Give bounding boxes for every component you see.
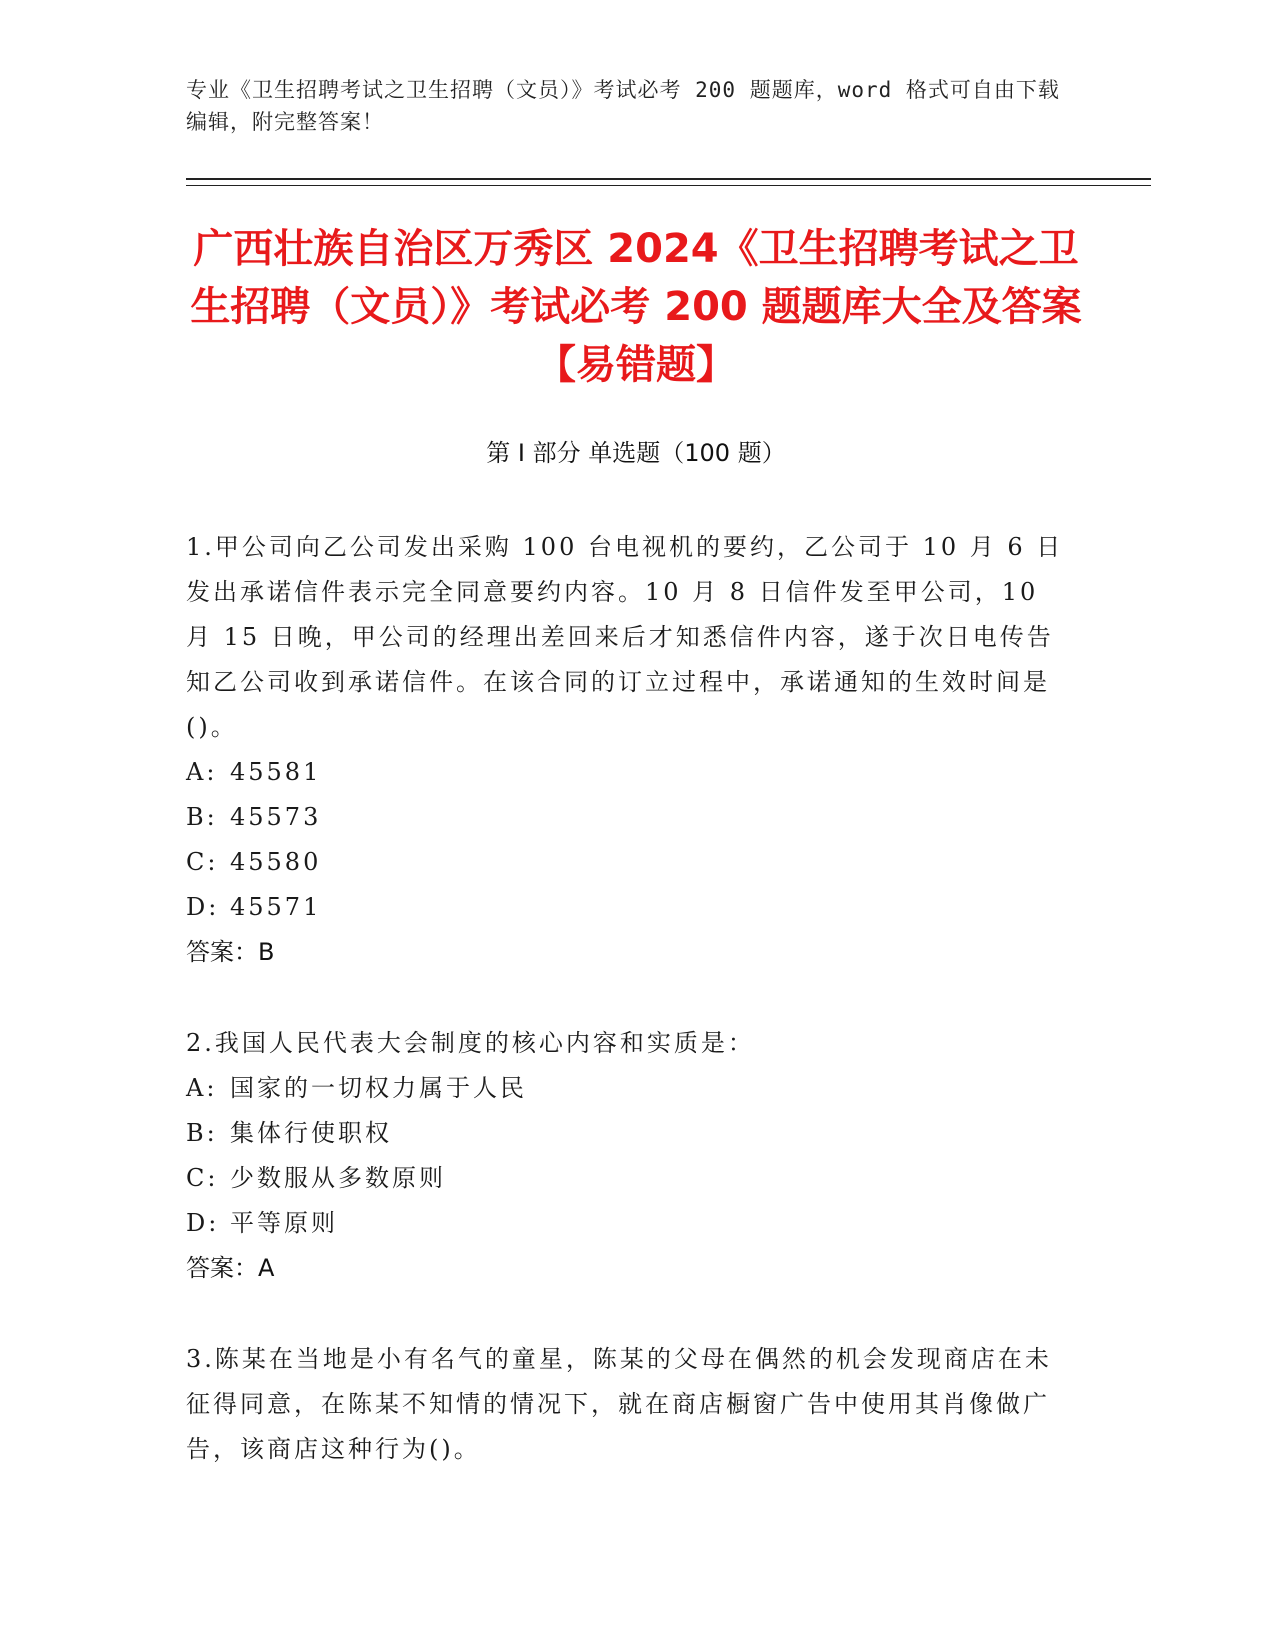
option-text: 45571 xyxy=(230,893,322,921)
option-b xyxy=(186,795,1066,840)
option-text: 45573 xyxy=(230,803,322,831)
header-divider-thin xyxy=(186,185,1151,186)
answer-line: 答案：B xyxy=(186,938,275,966)
option-key: D: xyxy=(186,893,220,921)
question-list xyxy=(186,525,1066,1518)
document-title: 广西壮族自治区万秀区 2024《卫生招聘考试之卫生招聘（文员）》考试必考 200 题题库大全及答案【易错题】 xyxy=(190,226,1082,388)
option-key: A: xyxy=(186,1074,218,1102)
question-1 xyxy=(186,525,1066,975)
option-key: C: xyxy=(186,848,219,876)
option-d xyxy=(186,1201,1066,1246)
option-key: C: xyxy=(186,1164,219,1192)
option-text: 少数服从多数原则 xyxy=(230,1164,446,1192)
option-key: B: xyxy=(186,1119,218,1147)
option-text: 集体行使职权 xyxy=(230,1119,392,1147)
question-stem: 3.陈某在当地是小有名气的童星，陈某的父母在偶然的机会发现商店在未征得同意，在陈某不知情的情况下，就在商店橱窗广告中使用其肖像做广告，该商店这种行为()。 xyxy=(186,1345,1052,1463)
header-divider xyxy=(186,178,1151,180)
option-c xyxy=(186,840,1066,885)
option-d xyxy=(186,885,1066,930)
option-b xyxy=(186,1111,1066,1156)
header-note: 专业《卫生招聘考试之卫生招聘（文员）》考试必考 200 题题库，word 格式可自由下载编辑，附完整答案！ xyxy=(186,78,1060,134)
option-c xyxy=(186,1156,1066,1201)
question-stem: 1.甲公司向乙公司发出采购 100 台电视机的要约，乙公司于 10 月 6 日发出承诺信件表示完全同意要约内容。10 月 8 日信件发至甲公司，10 月 15 日晚，甲公司的经理出差回来后才知悉信件内容，遂于次日电传告知乙公司收到承诺信件。在该合同的订立过程中，承诺通知的生效时间是()。 xyxy=(186,533,1064,741)
question-2 xyxy=(186,1021,1066,1291)
answer-line: 答案：A xyxy=(186,1254,275,1282)
option-key: B: xyxy=(186,803,218,831)
option-a xyxy=(186,750,1066,795)
option-key: A: xyxy=(186,758,218,786)
section-heading: 第 I 部分 单选题（100 题） xyxy=(486,439,786,467)
option-text: 平等原则 xyxy=(230,1209,338,1237)
option-text: 45581 xyxy=(230,758,322,786)
option-a xyxy=(186,1066,1066,1111)
question-3 xyxy=(186,1337,1066,1472)
option-key: D: xyxy=(186,1209,220,1237)
option-text: 45580 xyxy=(230,848,322,876)
question-stem: 2.我国人民代表大会制度的核心内容和实质是： xyxy=(186,1029,755,1057)
option-text: 国家的一切权力属于人民 xyxy=(230,1074,527,1102)
